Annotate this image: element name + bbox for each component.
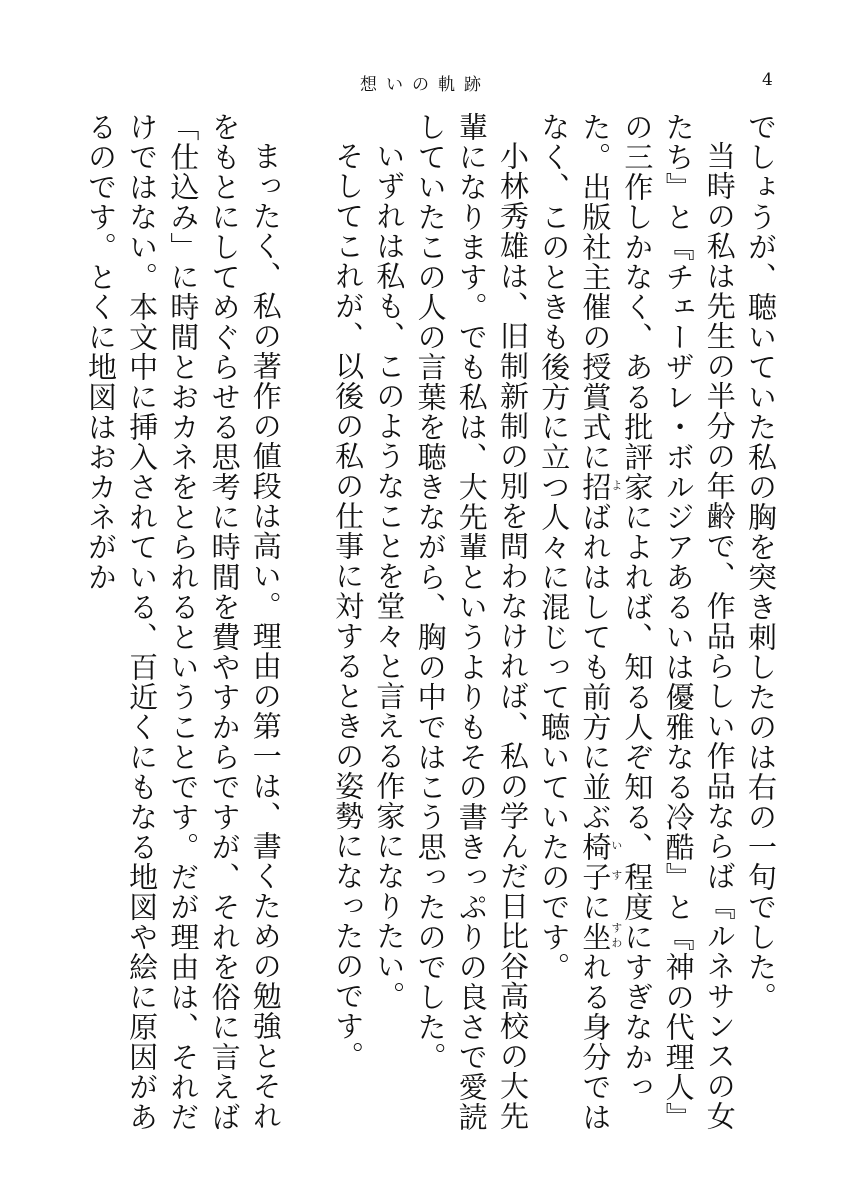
paragraph-1: でしょうが、聴いていた私の胸を突き刺したのは右の一句でした。 (744, 112, 778, 1012)
paragraph-4: いずれは私も、このようなことを堂々と言える作家になりたい。 (372, 141, 407, 1011)
ruby-base-suwa: 坐 (578, 922, 613, 952)
paragraph-2-part-1: 当時の私は先生の半分の年齢で、作品らしい作品ならば『ルネサンスの女たち』と『チェーザレ・ボルジアあるいは優雅なる冷酷』と『神の代理人』の三作しかなく、ある批評家によれば、知る人ぞ知る、程度にすぎなかった。出版社主催の授賞式に (578, 112, 737, 1132)
ruby-base-yoba: 招 (578, 472, 613, 502)
paragraph-3: 小林秀雄は、旧制新制の別を問わなければ、私の学んだ日比谷高校の大先輩になります。でも私は、大先輩というよりもその書きっぷりの良さで愛読していたこの人の言葉を聴きながら、胸の中ではこう思ったのでした。 (413, 112, 530, 1132)
paragraph-6: まったく、私の著作の値段は高い。理由の第一は、書くための勉強とそれをもとにしてめぐらせる思考に時間を費やすからですが、それを俗に言えば「仕込み」に時間とおカネをとられるということです。だが理由は、それだけではない。本文中に挿入されている、百近くにもなる地図や絵に原因があるのです。とくに地図はおカネがか (83, 112, 283, 1132)
running-title: 想いの軌跡 (360, 75, 490, 95)
ruby-text-isu: いす (609, 832, 623, 892)
page-number: 4 (762, 70, 773, 90)
paragraph-2-part-3: に (578, 892, 613, 922)
ruby-text-yoba: よ (609, 472, 623, 502)
ruby-text-suwa: すわ (609, 922, 623, 952)
paragraph-5: そしてこれが、以後の私の仕事に対するときの姿勢になったのです。 (331, 141, 366, 1071)
paragraph-2-part-2: ばれはしても前方に並ぶ (578, 502, 613, 832)
paragraph-2 (533, 112, 740, 1152)
paragraph-2-part-4: れる身分ではなく、このときも後方に立つ人々に混じって聴いていたのです。 (537, 112, 613, 1132)
ruby-isu (578, 832, 623, 892)
ruby-suwa (578, 922, 623, 952)
ruby-base-isu: 椅子 (578, 832, 613, 892)
body-text (57, 112, 781, 1152)
ruby-yoba (578, 472, 623, 502)
